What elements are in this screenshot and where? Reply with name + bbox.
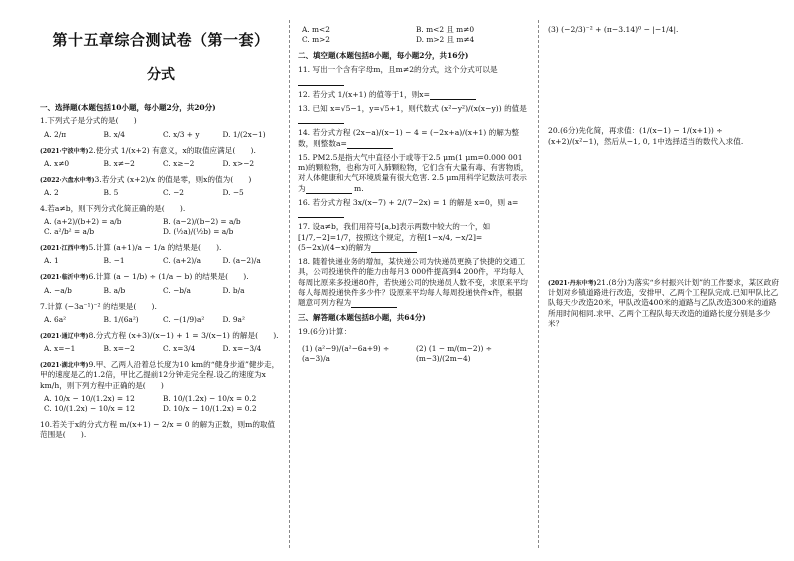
option[interactable]: C. −b/a <box>163 285 191 295</box>
answer-space <box>548 147 780 275</box>
section-answer-heading: 三、解答题(本题包括8小题，共64分) <box>298 313 426 323</box>
question-text: 10.若关于x的分式方程 m/(x+1) − 2/x = 0 的解为正数，则m的取值范围是( ). <box>40 419 276 440</box>
column-divider-left <box>289 20 290 548</box>
answer-blank[interactable] <box>371 245 417 253</box>
answer-space <box>548 35 780 123</box>
option[interactable]: D. (½a)/(½b) = a/b <box>163 227 234 237</box>
option: A. m<2 <box>302 25 330 34</box>
answer-blank[interactable] <box>298 78 344 86</box>
option-row <box>44 286 282 296</box>
q19-part-2: (2) (1 − m/(m−2)) ÷ (m−3)/(2m−4) <box>416 343 492 363</box>
question-text: (2021·湖北中考)9.甲、乙两人沿着总长度为10 km的“健身步道”健步走，甲的速度是乙的1.2倍，甲比乙提前12分钟走完全程.设乙的速度为x km/h，则下列方程中正确的是( ) <box>40 360 280 390</box>
choice-question <box>40 204 282 237</box>
option[interactable]: B. (a−2)/(b−2) = a/b <box>163 217 241 227</box>
source-tag: (2022·六盘水中考) <box>40 176 95 184</box>
choice-question <box>40 272 282 295</box>
option[interactable]: A. (a+2)/(b+2) = a/b <box>44 217 122 227</box>
option[interactable]: C. −(1/9)a² <box>163 314 205 324</box>
answer-blank[interactable] <box>298 116 344 124</box>
question-20: 20.(6分)先化简，再求值：(1/(x−1) − 1/(x+1)) ÷ (x+2)/(x²−1)，然后从−1, 0, 1中选择适当的数代入求值. <box>548 126 744 146</box>
option-row <box>44 217 282 237</box>
column-3 <box>548 0 780 561</box>
option[interactable]: D. 1/(2x−1) <box>222 129 266 139</box>
fill-question-13: 13. 已知 x=√5−1，y=√5+1，则代数式 (x²−y²)/(x(x−y)) 的值是 <box>298 104 530 125</box>
option[interactable]: A. 10/x − 10/(1.2x) = 12 <box>44 393 135 403</box>
fill-question-18: 18. 随着快递业务的增加，某快递公司为快递员更换了快捷的交通工具，公司投递快件的能力由每月3 000件提高到4 200件，平均每人每周比原来多投递80件，若快递公司的快递员人数不变，求原来平均每人每周投递快件多少件？设原来平均每人每周投递快件x件，根据题意可列方程为 <box>298 257 528 308</box>
choice-question-list <box>40 116 282 440</box>
option[interactable]: C. x≥−2 <box>163 158 195 168</box>
option[interactable]: C. x=3/4 <box>163 344 196 354</box>
option[interactable]: A. 1 <box>44 256 59 266</box>
question-text: (2021·宁波中考)2.使分式 1/(x+2) 有意义，x的取值应满足( ). <box>40 145 256 155</box>
question-text: 4.若a≠b，则下列分式化简正确的是( ). <box>40 203 186 213</box>
fill-question-16: 16. 若分式方程 3x/(x−7) + 2/(7−2x) = 1 的解是 x=0，则 a= <box>298 198 530 219</box>
choice-question <box>40 243 282 266</box>
source-tag: (2021·临沂中考) <box>40 274 89 282</box>
source-tag: (2021·宁波中考) <box>40 147 89 155</box>
column-1 <box>40 0 282 561</box>
option[interactable]: B. 5 <box>103 187 119 197</box>
choice-question <box>40 360 282 414</box>
option[interactable]: A. x≠0 <box>44 158 70 168</box>
option[interactable]: D. b/a <box>222 285 245 295</box>
fill-question-11: 11. 写出一个含有字母m，且m≠2的分式，这个分式可以是 <box>298 65 530 86</box>
answer-blank[interactable] <box>351 300 397 308</box>
column-2 <box>298 0 530 561</box>
answer-blank[interactable] <box>430 92 476 100</box>
question-19-part-3: (3) (−2/3)⁻² + (π−3.14)⁰ − |−1/4|. <box>548 25 679 34</box>
option[interactable]: D. (a−2)/a <box>222 256 261 266</box>
option: D. m>2 且 m≠4 <box>416 34 475 44</box>
option[interactable]: C. −2 <box>163 187 184 197</box>
fill-question-15: 15. PM2.5是指大气中直径小于或等于2.5 μm(1 μm=0.000 001 m)的颗粒物，也称为可入肺颗粒物，它们含有大量有毒、有害物质，对人体健康和大气环境质量有很大危害. 2.5 μm用科学记数法可表示为 m. <box>298 152 529 193</box>
exam-subtitle: 分式 <box>147 67 175 84</box>
section-choice-heading: 一、选择题(本题包括10小题，每小题2分，共20分) <box>40 103 216 113</box>
option[interactable]: A. x=−1 <box>44 344 76 354</box>
choice-question <box>40 116 282 139</box>
option[interactable]: A. 2/π <box>44 129 67 139</box>
option[interactable]: B. 10/(1.2x) − 10/x = 0.2 <box>163 393 257 403</box>
q10-options <box>302 25 530 45</box>
answer-blank[interactable] <box>306 186 352 194</box>
option-row <box>44 256 282 266</box>
choice-question <box>40 175 282 198</box>
question-text: (2021·临沂中考)6.计算 (a − 1/b) ÷ (1/a − b) 的结果是( ). <box>40 272 249 282</box>
option[interactable]: A. 6a² <box>44 314 67 324</box>
option[interactable]: B. x/4 <box>103 129 125 139</box>
choice-question <box>40 420 282 441</box>
source-tag: (2021·通辽中考) <box>40 332 89 340</box>
source-tag: (2021·江西中考) <box>40 245 89 253</box>
option[interactable]: B. a/b <box>103 285 126 295</box>
option[interactable]: B. −1 <box>103 256 125 266</box>
option[interactable]: C. x/3 + y <box>163 129 200 139</box>
option[interactable]: B. x≠−2 <box>103 158 135 168</box>
option-row <box>44 159 282 169</box>
answer-blank[interactable] <box>347 141 393 149</box>
option: B. m<2 且 m≠0 <box>416 25 475 34</box>
question-text: (2021·通辽中考)8.分式方程 (x+3)/(x−1) + 1 = 3/(x−1) 的解是( ). <box>40 330 279 340</box>
source-tag: (2021·丹东中考) <box>548 279 597 287</box>
option[interactable]: D. −5 <box>222 187 244 197</box>
option[interactable]: D. x>−2 <box>222 158 255 168</box>
question-text: (2021·江西中考)5.计算 (a+1)/a − 1/a 的结果是( ). <box>40 243 222 253</box>
option-row <box>44 315 282 325</box>
question-19-parts <box>302 344 530 364</box>
question-text: (2022·六盘水中考)3.若分式 (x+2)/x 的值是零，则x的值为( ) <box>40 174 252 184</box>
option[interactable]: D. x=−3/4 <box>222 344 262 354</box>
choice-question <box>40 146 282 169</box>
option-row <box>44 344 282 354</box>
option: C. m>2 <box>302 34 330 44</box>
option[interactable]: C. a²/b² = a/b <box>44 227 95 237</box>
option-row <box>44 130 282 140</box>
question-text: 1.下列式子是分式的是( ) <box>40 116 137 126</box>
answer-blank[interactable] <box>298 210 344 218</box>
option-row <box>44 394 282 414</box>
option[interactable]: A. 2 <box>44 187 59 197</box>
question-text: 7.计算 (−3a⁻¹)⁻² 的结果是( ). <box>40 301 157 311</box>
q19-part-1: (1) (a²−9)/(a²−6a+9) ÷ (a−3)/a <box>302 343 390 363</box>
fill-question-14: 14. 若分式方程 (2x−a)/(x−1) − 4 = (−2x+a)/(x+1) 的解为整数，则整数a= <box>298 128 520 148</box>
exam-title: 第十五章综合测试卷（第一套） <box>52 31 270 49</box>
source-tag: (2021·湖北中考) <box>40 362 89 370</box>
option[interactable]: A. −a/b <box>44 285 72 295</box>
fill-question-12: 12. 若分式 1/(x+1) 的值等于1，则x= <box>298 90 530 100</box>
question-19: 19.(6分)计算： <box>298 327 352 337</box>
option[interactable]: C. (a+2)/a <box>163 256 202 266</box>
option[interactable]: C. 10/(1.2x) − 10/x = 12 <box>44 403 135 413</box>
choice-question <box>40 331 282 354</box>
option[interactable]: D. 10/x − 10/(1.2x) = 0.2 <box>163 403 257 413</box>
choice-question <box>40 302 282 325</box>
option[interactable]: B. 1/(6a²) <box>103 314 139 324</box>
option[interactable]: B. x=−2 <box>103 344 135 354</box>
fill-question-17: 17. 设a≠b，我们用符号[a,b]表示两数中较大的一个，如[1/7,−2]=1/7，按照这个规定，方程[1−x/4, −x/2]=(5−2x)/(4−x)的解为 <box>298 222 491 252</box>
column-divider-right <box>538 20 539 548</box>
section-fill-heading: 二、填空题(本题包括8小题，每小题2分，共16分) <box>298 50 469 60</box>
question-21: (2021·丹东中考)21.(8分)为落实“乡村振兴计划”的工作要求，某区政府计划对乡镇道路进行改造，安排甲、乙两个工程队完成.已知甲队比乙队每天少改造20米，甲队改造400米的道路与乙队改造300米的道路所用时间相同.求甲、乙两个工程队每天改造的道路长度分别是多少米？ <box>548 277 779 328</box>
option[interactable]: D. 9a² <box>222 314 245 324</box>
option-row <box>44 188 282 198</box>
